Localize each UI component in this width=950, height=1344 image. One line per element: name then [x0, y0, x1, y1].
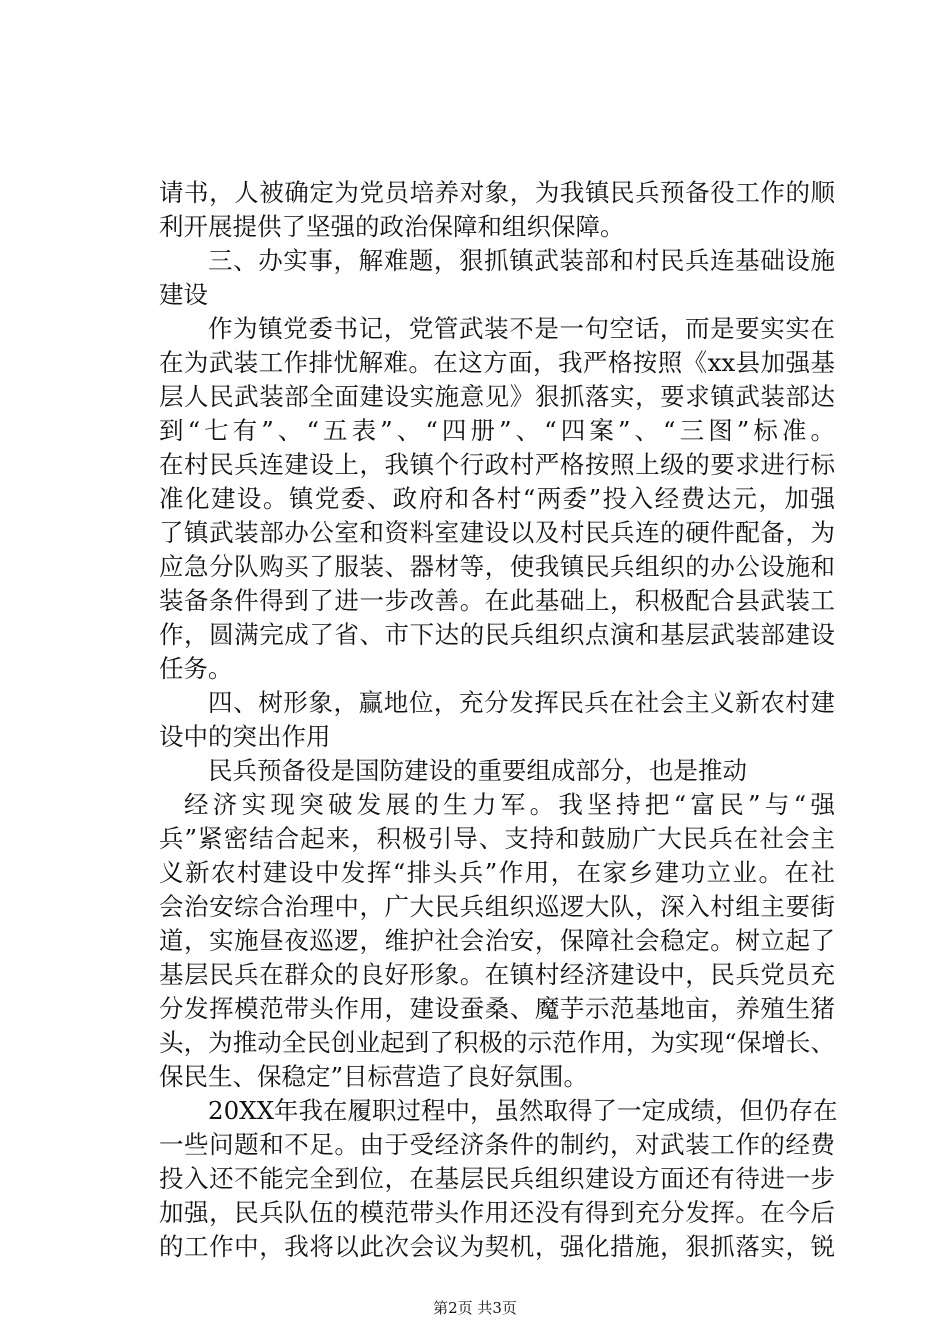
section-heading: 三、办实事，解难题，狠抓镇武装部和村民兵连基础设施	[208, 246, 835, 275]
text-line: 20XX年我在履职过程中，虽然取得了一定成绩，但仍存在	[208, 1096, 838, 1125]
text-line: 义新农村建设中发挥“排头兵”作用，在家乡建功立业。在社	[159, 858, 835, 887]
text-line: 头，为推动全民创业起到了积极的示范作用，为实现“保增长、	[159, 1028, 835, 1057]
text-line: 基层民兵在群众的良好形象。在镇村经济建设中，民兵党员充	[159, 960, 835, 989]
text-line: 到“七有”、“五表”、“四册”、“四案”、“三图”标准。	[159, 416, 835, 445]
text-line: 应急分队购买了服装、器材等，使我镇民兵组织的办公设施和	[159, 552, 835, 581]
text-line: 在为武装工作排忧解难。在这方面，我严格按照《xx县加强基	[159, 348, 835, 377]
text-line: 装备条件得到了进一步改善。在此基础上，积极配合县武装工	[159, 586, 835, 615]
text-line: 投入还不能完全到位，在基层民兵组织建设方面还有待进一步	[159, 1164, 835, 1193]
text-line: 任务。	[159, 654, 233, 683]
text-line: 利开展提供了坚强的政治保障和组织保障。	[159, 212, 625, 241]
text-line: 分发挥模范带头作用，建设蚕桑、魔芋示范基地亩，养殖生猪	[159, 994, 835, 1023]
section-heading: 建设	[159, 280, 208, 309]
text-line: 会治安综合治理中，广大民兵组织巡逻大队，深入村组主要街	[159, 892, 835, 921]
text-line: 的工作中，我将以此次会议为契机，强化措施，狠抓落实，锐	[159, 1232, 835, 1261]
section-heading: 四、树形象，赢地位，充分发挥民兵在社会主义新农村建	[208, 688, 835, 717]
text-line: 一些问题和不足。由于受经济条件的制约，对武装工作的经费	[159, 1130, 835, 1159]
text-line: 在村民兵连建设上，我镇个行政村严格按照上级的要求进行标	[159, 450, 835, 479]
text-line: 层人民武装部全面建设实施意见》狠抓落实，要求镇武装部达	[159, 382, 835, 411]
text-line: 作为镇党委书记，党管武装不是一句空话，而是要实实在	[208, 314, 835, 343]
page-number-footer: 第2页 共3页	[433, 1299, 517, 1317]
text-line: 兵”紧密结合起来，积极引导、支持和鼓励广大民兵在社会主	[159, 824, 835, 853]
text-line: 保民生、保稳定”目标营造了良好氛围。	[159, 1062, 589, 1091]
text-line: 请书，人被确定为党员培养对象，为我镇民兵预备役工作的顺	[159, 178, 835, 207]
text-line: 经济实现突破发展的生力军。我坚持把“富民”与“强	[184, 790, 835, 819]
text-line: 加强，民兵队伍的模范带头作用还没有得到充分发挥。在今后	[159, 1198, 835, 1227]
text-line: 了镇武装部办公室和资料室建设以及村民兵连的硬件配备，为	[159, 518, 835, 547]
text-line: 民兵预备役是国防建设的重要组成部分，也是推动	[208, 756, 747, 785]
text-line: 作，圆满完成了省、市下达的民兵组织点演和基层武装部建设	[159, 620, 835, 649]
section-heading: 设中的突出作用	[159, 722, 331, 751]
text-line: 道，实施昼夜巡逻，维护社会治安，保障社会稳定。树立起了	[159, 926, 835, 955]
text-line: 准化建设。镇党委、政府和各村“两委”投入经费达元，加强	[159, 484, 835, 513]
